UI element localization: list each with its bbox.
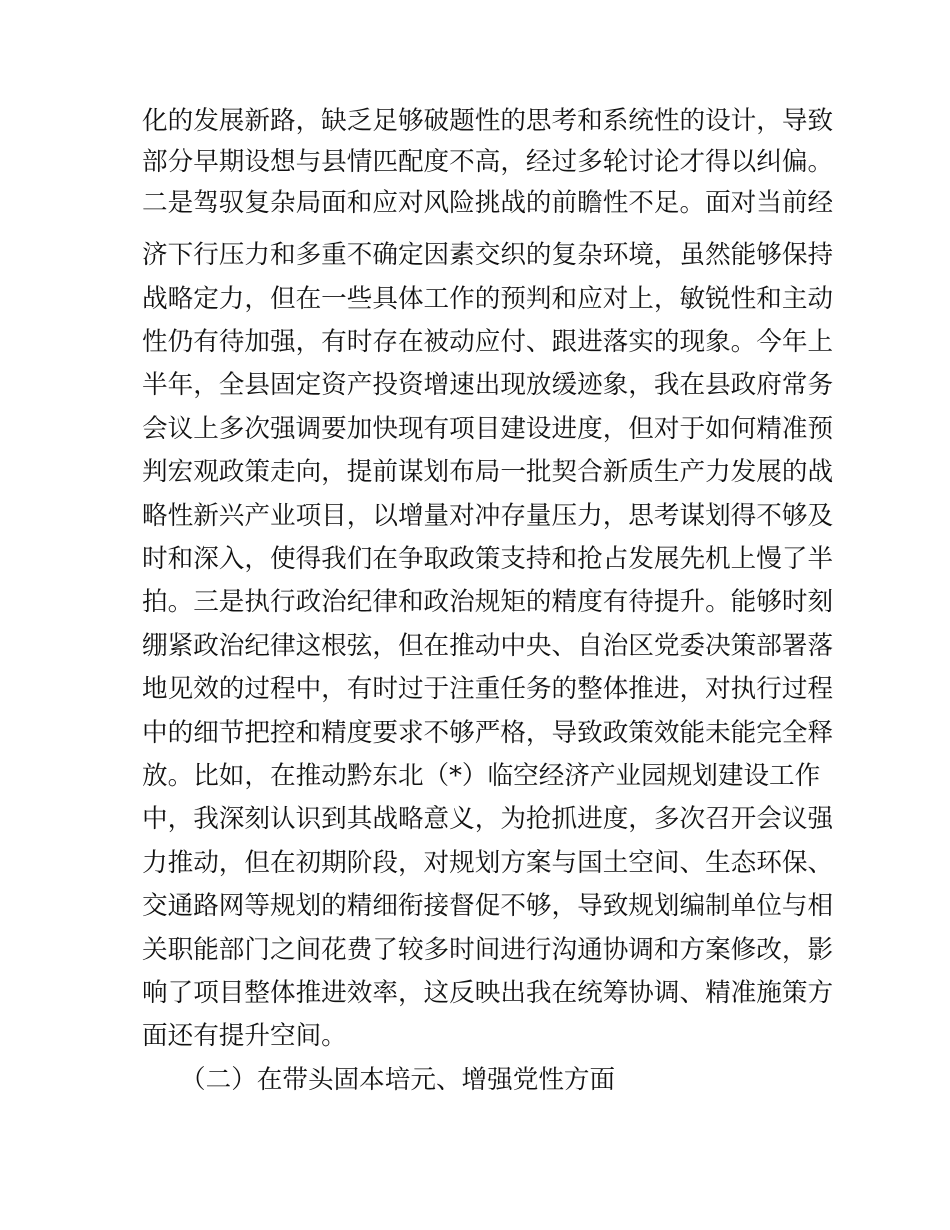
paragraph-line: 关职能部门之间花费了较多时间进行沟通协调和方案修改，影 [142,935,834,965]
paragraph-line: 交通路网等规划的精细衔接督促不够，导致规划编制单位与相 [142,891,834,921]
paragraph-line: 中的细节把控和精度要求不够严格，导致政策效能未能完全释 [142,718,834,748]
paragraph-line: 力推动，但在初期阶段，对规划方案与国土空间、生态环保、 [142,848,834,878]
paragraph-line: 济下行压力和多重不确定因素交织的复杂环境，虽然能够保持 [142,240,834,270]
paragraph-line: 略性新兴产业项目，以增量对冲存量压力，思考谋划得不够及 [142,501,834,531]
paragraph-line: 绷紧政治纪律这根弦，但在推动中央、自治区党委决策部署落 [142,631,834,661]
paragraph-line: 战略定力，但在一些具体工作的预判和应对上，敏锐性和主动 [142,284,834,314]
paragraph-line: 半年，全县固定资产投资增速出现放缓迹象，我在县政府常务 [142,370,834,400]
paragraph-line: 中，我深刻认识到其战略意义，为抢抓进度，多次召开会议强 [142,804,834,834]
section-heading: （二）在带头固本培元、增强党性方面 [180,1065,616,1095]
paragraph-line: 放。比如，在推动黔东北（*）临空经济产业园规划建设工作 [142,761,821,791]
paragraph-line: 拍。三是执行政治纪律和政治规矩的精度有待提升。能够时刻 [142,587,834,617]
paragraph-line: 会议上多次强调要加快现有项目建设进度，但对于如何精准预 [142,414,834,444]
paragraph-line: 二是驾驭复杂局面和应对风险挑战的前瞻性不足。面对当前经 [142,188,834,218]
paragraph-line: 地见效的过程中，有时过于注重任务的整体推进，对执行过程 [142,674,834,704]
paragraph-line: 性仍有待加强，有时存在被动应付、跟进落实的现象。今年上 [142,327,834,357]
paragraph-line: 部分早期设想与县情匹配度不高，经过多轮讨论才得以纠偏。 [142,147,834,177]
paragraph-line: 时和深入，使得我们在争取政策支持和抢占发展先机上慢了半 [142,544,834,574]
paragraph-line: 化的发展新路，缺乏足够破题性的思考和系统性的设计，导致 [142,106,834,136]
paragraph-line: 响了项目整体推进效率，这反映出我在统筹协调、精准施策方 [142,978,834,1008]
paragraph-line-last: 面还有提升空间。 [142,1021,347,1051]
paragraph-line: 判宏观政策走向，提前谋划布局一批契合新质生产力发展的战 [142,457,834,487]
